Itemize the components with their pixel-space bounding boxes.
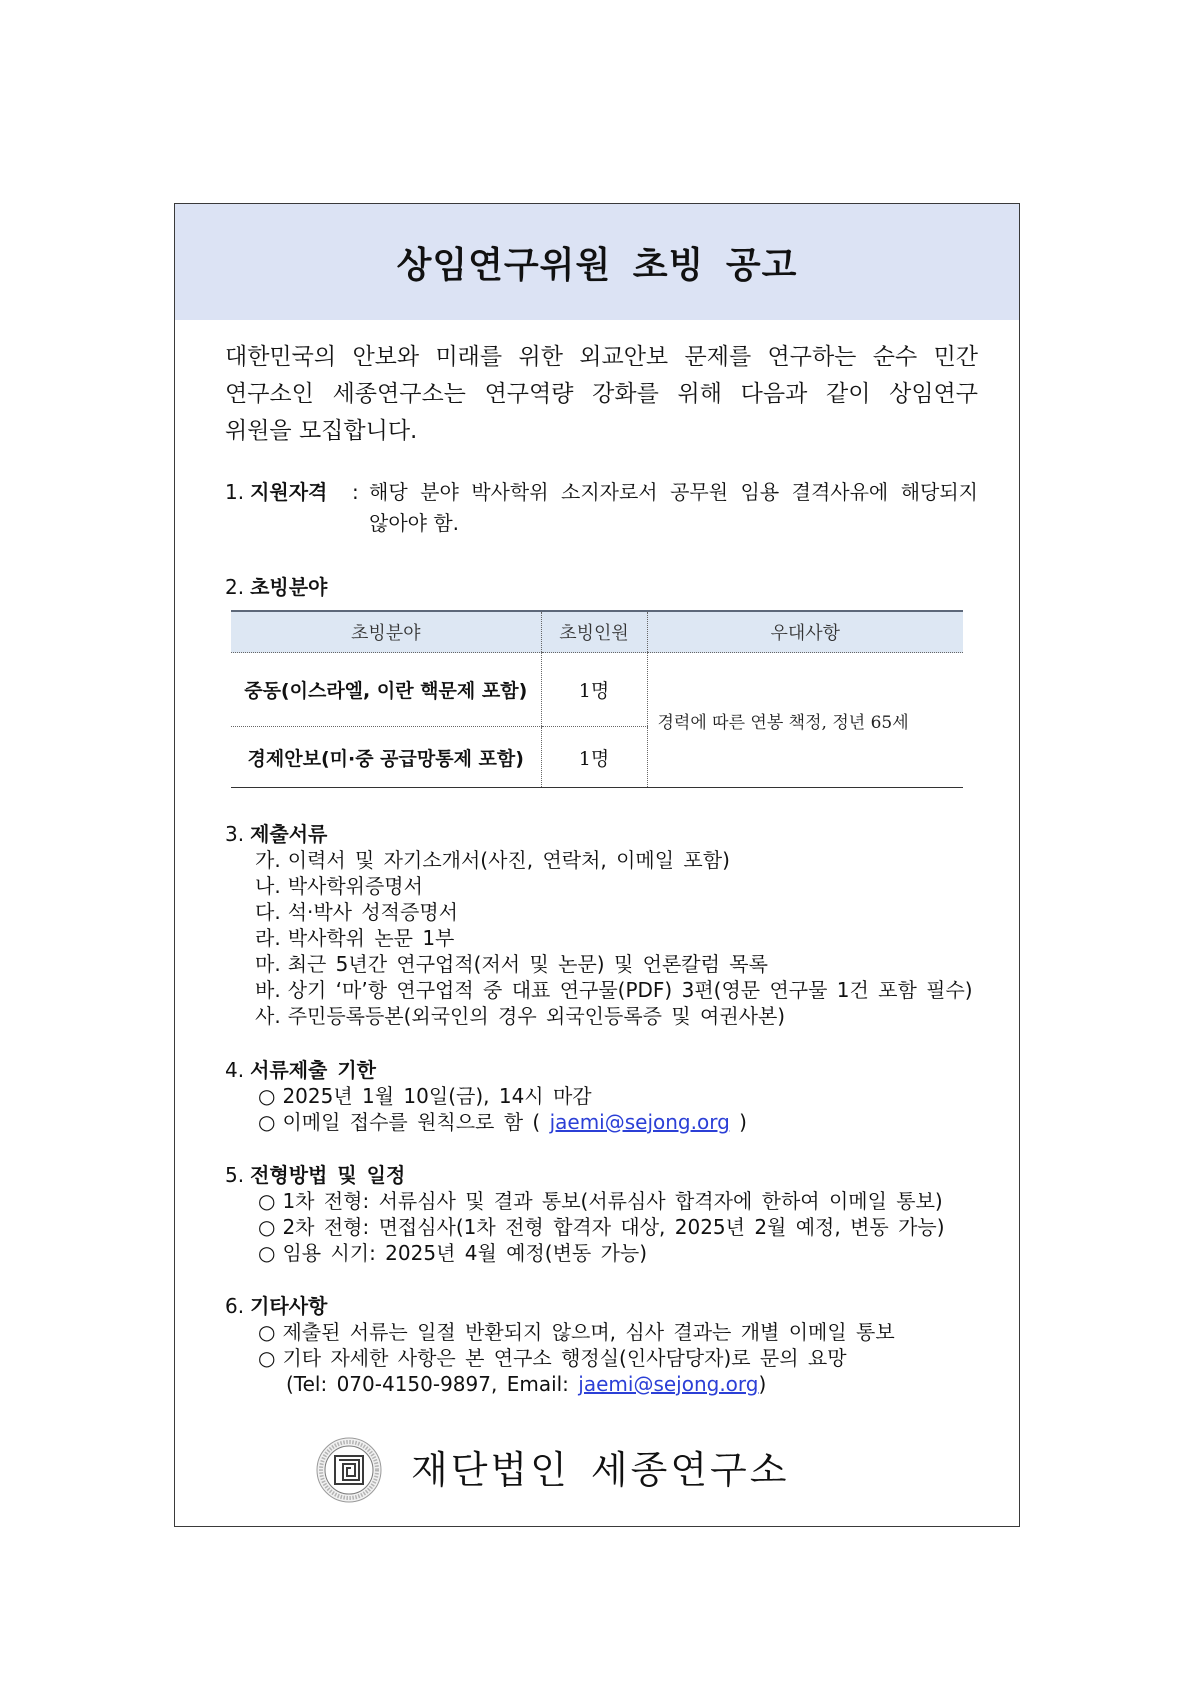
positions-table xyxy=(231,610,963,788)
circle-bullet-icon: ○ xyxy=(258,1189,276,1213)
separator: : xyxy=(352,480,359,504)
item-text: 상기 ‘마’항 연구업적 중 대표 연구물(PDF) 3편(영문 연구물 1건 포함 필수) xyxy=(287,978,973,1002)
item-text: 주민등록등본(외국인의 경우 외국인등록증 및 여권사본) xyxy=(287,1004,786,1028)
list-item xyxy=(225,1003,1015,1029)
intro-line: 대한민국의 안보와 미래를 위한 외교안보 문제를 연구하는 순수 민간 xyxy=(225,344,978,370)
benefits-cell: 경력에 따른 연봉 책정, 정년 65세 xyxy=(647,653,963,788)
section-number: 5. xyxy=(225,1163,245,1187)
table-row xyxy=(231,653,963,727)
intro-line: 위원을 모집합니다. xyxy=(225,418,418,444)
item-text: 1차 전형: 서류심사 및 결과 통보(서류심사 합격자에 한하여 이메일 통보) xyxy=(282,1189,943,1213)
circle-bullet-icon: ○ xyxy=(258,1346,276,1370)
qualification-text xyxy=(369,477,978,539)
list-item xyxy=(225,951,1015,977)
section-fields xyxy=(225,574,1015,600)
list-item xyxy=(225,977,1015,1003)
qualification-line: 않아야 함. xyxy=(369,511,459,535)
header-cell-count: 초빙인원 xyxy=(541,611,647,653)
intro-line: 연구소인 세종연구소는 연구역량 강화를 위해 다음과 같이 상임연구 xyxy=(225,381,978,407)
email-link[interactable]: jaemi@sejong.org xyxy=(549,1110,730,1134)
list-item xyxy=(225,1345,1015,1371)
section-heading xyxy=(225,574,1015,600)
list-item xyxy=(225,1214,1015,1240)
item-text: 2025년 1월 10일(금), 14시 마감 xyxy=(282,1084,592,1108)
section-number: 4. xyxy=(225,1058,245,1082)
section-number: 2. xyxy=(225,575,245,599)
item-text: 석·박사 성적증명서 xyxy=(287,900,458,924)
circle-bullet-icon: ○ xyxy=(258,1084,276,1108)
item-suffix: ) xyxy=(729,1110,747,1134)
item-marker: 가. xyxy=(255,848,281,872)
header-cell-field: 초빙분야 xyxy=(231,611,541,653)
notice-frame xyxy=(174,203,1020,1527)
item-marker: 마. xyxy=(255,952,281,976)
circle-bullet-icon: ○ xyxy=(258,1110,276,1134)
item-marker: 나. xyxy=(255,874,281,898)
item-text: 기타 자세한 사항은 본 연구소 행정실(인사담당자)로 문의 요망 xyxy=(282,1346,847,1370)
section-heading xyxy=(225,1162,1015,1188)
section-title: 서류제출 기한 xyxy=(250,1058,376,1082)
list-item xyxy=(225,925,1015,951)
section-title: 초빙분야 xyxy=(250,575,328,599)
item-marker: 사. xyxy=(255,1004,281,1028)
list-item xyxy=(225,899,1015,925)
section-title: 제출서류 xyxy=(250,822,328,846)
list-item xyxy=(225,847,1015,873)
sejong-institute-seal-icon xyxy=(316,1437,382,1503)
circle-bullet-icon: ○ xyxy=(258,1320,276,1344)
section-documents xyxy=(225,821,1015,1029)
section-heading xyxy=(225,1293,1015,1319)
circle-bullet-icon: ○ xyxy=(258,1241,276,1265)
item-text: 이력서 및 자기소개서(사진, 연락처, 이메일 포함) xyxy=(287,848,730,872)
count-cell: 1명 xyxy=(541,727,647,788)
list-item xyxy=(225,1109,1015,1135)
list-item xyxy=(225,1240,1015,1266)
email-link[interactable]: jaemi@sejong.org xyxy=(578,1372,759,1396)
item-text: 임용 시기: 2025년 4월 예정(변동 가능) xyxy=(282,1241,648,1265)
item-marker: 바. xyxy=(255,978,281,1002)
header-cell-benefits: 우대사항 xyxy=(647,611,963,653)
item-text: 2차 전형: 면접심사(1차 전형 합격자 대상, 2025년 2월 예정, 변동 가능) xyxy=(282,1215,945,1239)
section-number: 6. xyxy=(225,1294,245,1318)
intro-paragraph xyxy=(225,339,978,450)
list-item xyxy=(225,1319,1015,1345)
section-deadline xyxy=(225,1057,1015,1135)
list-item xyxy=(225,1188,1015,1214)
section-heading xyxy=(225,477,327,508)
section-qualification xyxy=(225,477,1005,541)
section-selection xyxy=(225,1162,1015,1266)
contact-prefix: (Tel: 070-4150-9897, Email: xyxy=(286,1372,579,1396)
field-cell: 중동(이스라엘, 이란 핵문제 포함) xyxy=(231,653,541,727)
section-number: 3. xyxy=(225,822,245,846)
contact-line xyxy=(225,1371,1015,1397)
item-text: 박사학위증명서 xyxy=(287,874,423,898)
section-heading xyxy=(225,821,1015,847)
qualification-line: 해당 분야 박사학위 소지자로서 공무원 임용 결격사유에 해당되지 xyxy=(369,480,978,504)
section-others xyxy=(225,1293,1015,1397)
notice-title: 상임연구위원 초빙 공고 xyxy=(396,244,798,286)
count-cell: 1명 xyxy=(541,653,647,727)
circle-bullet-icon: ○ xyxy=(258,1215,276,1239)
section-title: 지원자격 xyxy=(250,480,328,504)
contact-suffix: ) xyxy=(758,1372,767,1396)
item-marker: 라. xyxy=(255,926,281,950)
section-number: 1. xyxy=(225,480,245,504)
section-title: 전형방법 및 일정 xyxy=(250,1163,406,1187)
item-marker: 다. xyxy=(255,900,281,924)
item-text: 최근 5년간 연구업적(저서 및 논문) 및 언론칼럼 목록 xyxy=(287,952,768,976)
table-header-row xyxy=(231,611,963,653)
section-heading xyxy=(225,1057,1015,1083)
section-title: 기타사항 xyxy=(250,1294,328,1318)
item-text: 제출된 서류는 일절 반환되지 않으며, 심사 결과는 개별 이메일 통보 xyxy=(282,1320,895,1344)
organization-name: 재단법인 세종연구소 xyxy=(411,1448,790,1492)
list-item xyxy=(225,1083,1015,1109)
item-text: 박사학위 논문 1부 xyxy=(287,926,455,950)
title-band xyxy=(175,204,1019,320)
list-item xyxy=(225,873,1015,899)
field-cell: 경제안보(미·중 공급망통제 포함) xyxy=(231,727,541,788)
item-text: 이메일 접수를 원칙으로 함 ( xyxy=(282,1110,550,1134)
